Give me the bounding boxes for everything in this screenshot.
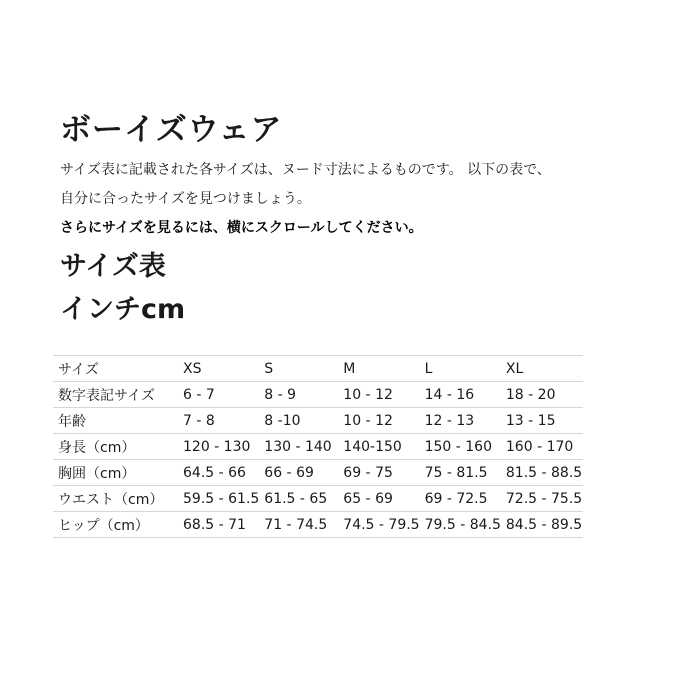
table-row-numeric-size <box>53 382 583 408</box>
row-header: 胸囲（cm） <box>53 460 178 486</box>
unit-toggle-label[interactable]: インチcm <box>60 294 186 325</box>
table-cell: 7 - 8 <box>178 408 259 434</box>
table-cell: XL <box>501 356 583 382</box>
table-cell: 72.5 - 75.5 <box>501 486 583 512</box>
table-cell: 130 - 140 <box>259 434 338 460</box>
size-guide-content <box>60 108 660 330</box>
row-header: 数字表記サイズ <box>53 382 178 408</box>
table-row-size <box>53 356 583 382</box>
table-cell: 150 - 160 <box>420 434 501 460</box>
table-cell: 84.5 - 89.5 <box>501 512 583 538</box>
table-cell: 65 - 69 <box>338 486 419 512</box>
table-row-height <box>53 434 583 460</box>
table-cell: 14 - 16 <box>420 382 501 408</box>
description-line-2: 自分に合ったサイズを見つけましょう。 <box>60 191 311 207</box>
table-cell: 140-150 <box>338 434 419 460</box>
size-table <box>53 355 583 538</box>
row-header: ヒップ（cm） <box>53 512 178 538</box>
table-cell: 64.5 - 66 <box>178 460 259 486</box>
row-header: サイズ <box>53 356 178 382</box>
table-row-waist <box>53 486 583 512</box>
size-chart-title: サイズ表 <box>60 251 166 282</box>
table-cell: 61.5 - 65 <box>259 486 338 512</box>
table-cell: 71 - 74.5 <box>259 512 338 538</box>
table-cell: 75 - 81.5 <box>420 460 501 486</box>
table-cell: 10 - 12 <box>338 382 419 408</box>
table-cell: 59.5 - 61.5 <box>178 486 259 512</box>
table-cell: 69 - 75 <box>338 460 419 486</box>
row-header: 年齢 <box>53 408 178 434</box>
table-cell: 13 - 15 <box>501 408 583 434</box>
row-header: ウエスト（cm） <box>53 486 178 512</box>
scroll-hint: さらにサイズを見るには、横にスクロールしてください。 <box>60 220 423 236</box>
table-row-hip <box>53 512 583 538</box>
page-title: ボーイズウェア <box>60 112 283 148</box>
row-header: 身長（cm） <box>53 434 178 460</box>
table-cell: 6 - 7 <box>178 382 259 408</box>
table-cell: S <box>259 356 338 382</box>
table-cell: 68.5 - 71 <box>178 512 259 538</box>
table-row-chest <box>53 460 583 486</box>
table-cell: 8 -10 <box>259 408 338 434</box>
table-row-age <box>53 408 583 434</box>
table-cell: 160 - 170 <box>501 434 583 460</box>
description-line-1: サイズ表に記載された各サイズは、ヌード寸法によるものです。 以下の表で、 <box>60 162 551 178</box>
table-cell: M <box>338 356 419 382</box>
table-cell: 120 - 130 <box>178 434 259 460</box>
table-cell: L <box>420 356 501 382</box>
table-cell: 10 - 12 <box>338 408 419 434</box>
table-cell: 18 - 20 <box>501 382 583 408</box>
table-cell: 69 - 72.5 <box>420 486 501 512</box>
table-cell: 74.5 - 79.5 <box>338 512 419 538</box>
table-cell: 66 - 69 <box>259 460 338 486</box>
table-cell: XS <box>178 356 259 382</box>
table-cell: 81.5 - 88.5 <box>501 460 583 486</box>
table-cell: 12 - 13 <box>420 408 501 434</box>
table-cell: 79.5 - 84.5 <box>420 512 501 538</box>
table-cell: 8 - 9 <box>259 382 338 408</box>
